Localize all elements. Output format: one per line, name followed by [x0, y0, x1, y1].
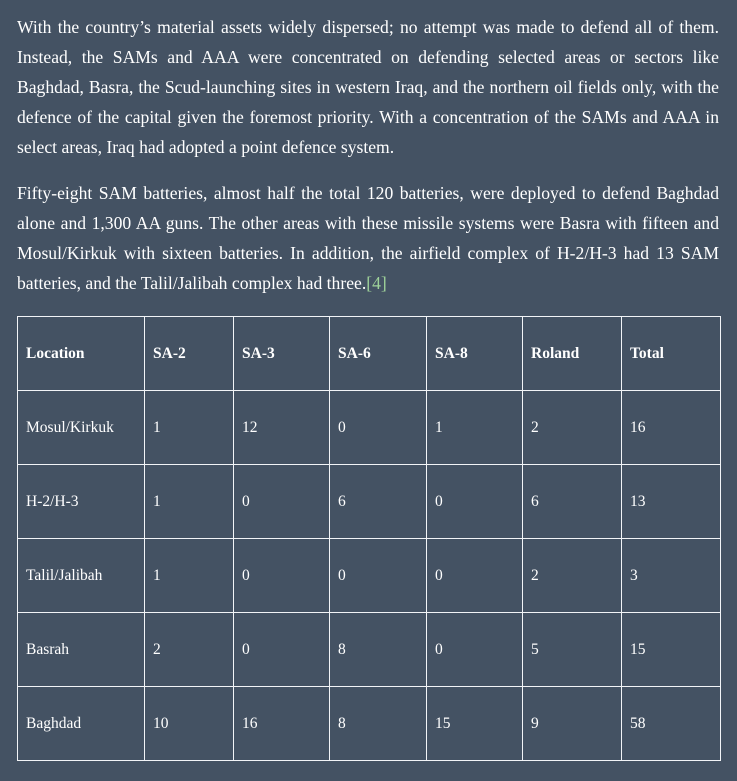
cell-sa-2: 10 [145, 687, 234, 761]
cell-sa-2: 1 [145, 465, 234, 539]
cell-sa-2: 2 [145, 613, 234, 687]
cell-sa-8: 15 [427, 687, 523, 761]
table-row [18, 465, 721, 539]
header-sa-2: SA-2 [145, 317, 234, 391]
cell-location: Basrah [18, 613, 145, 687]
cell-roland: 9 [523, 687, 622, 761]
cell-sa-6: 8 [330, 613, 427, 687]
table-row [18, 539, 721, 613]
cell-sa-2: 1 [145, 391, 234, 465]
table-row [18, 687, 721, 761]
paragraph-2 [17, 178, 719, 298]
paragraph-2-text: Fifty-eight SAM batteries, almost half the total 120 batteries, were deployed to defend Baghdad alone and 1,300 AA guns. The other areas with these missile systems were Basra with fifteen and Mosul/Kirkuk with sixteen batteries. In addition, the airfield complex of H-2/H-3 had 13 SAM batteries, and the Talil/Jalibah complex had three. [17, 183, 719, 293]
paragraph-1 [17, 12, 719, 162]
cell-roland: 6 [523, 465, 622, 539]
cell-sa-8: 1 [427, 391, 523, 465]
cell-sa-8: 0 [427, 465, 523, 539]
header-roland: Roland [523, 317, 622, 391]
cell-sa-2: 1 [145, 539, 234, 613]
header-sa-8: SA-8 [427, 317, 523, 391]
cell-total: 3 [622, 539, 721, 613]
cell-sa-6: 8 [330, 687, 427, 761]
paragraph-1-text: With the country’s material assets widely dispersed; no attempt was made to defend all of them. Instead, the SAMs and AAA were concentrated on defending selected areas or sectors like Baghdad, Basra, the Scud-launching sites in western Iraq, and the northern oil fields only, with the defence of the capital given the foremost priority. With a concentration of the SAMs and AAA in select areas, Iraq had adopted a point defence system. [17, 17, 719, 157]
cell-location: Mosul/Kirkuk [18, 391, 145, 465]
cell-location: H-2/H-3 [18, 465, 145, 539]
cell-sa-8: 0 [427, 613, 523, 687]
cell-sa-3: 12 [234, 391, 330, 465]
cell-roland: 2 [523, 539, 622, 613]
cell-total: 58 [622, 687, 721, 761]
cell-sa-6: 0 [330, 539, 427, 613]
sam-deployment-table [17, 316, 721, 761]
citation-link[interactable]: [4] [366, 273, 387, 293]
header-total: Total [622, 317, 721, 391]
table-row [18, 391, 721, 465]
header-location: Location [18, 317, 145, 391]
cell-roland: 2 [523, 391, 622, 465]
header-sa-6: SA-6 [330, 317, 427, 391]
cell-sa-8: 0 [427, 539, 523, 613]
cell-sa-3: 0 [234, 539, 330, 613]
cell-location: Baghdad [18, 687, 145, 761]
cell-roland: 5 [523, 613, 622, 687]
cell-location: Talil/Jalibah [18, 539, 145, 613]
header-sa-3: SA-3 [234, 317, 330, 391]
cell-sa-3: 0 [234, 613, 330, 687]
cell-total: 15 [622, 613, 721, 687]
cell-sa-3: 16 [234, 687, 330, 761]
cell-total: 13 [622, 465, 721, 539]
table-header-row [18, 317, 721, 391]
cell-sa-6: 6 [330, 465, 427, 539]
cell-sa-6: 0 [330, 391, 427, 465]
cell-total: 16 [622, 391, 721, 465]
article-body [17, 12, 719, 298]
cell-sa-3: 0 [234, 465, 330, 539]
table-row [18, 613, 721, 687]
